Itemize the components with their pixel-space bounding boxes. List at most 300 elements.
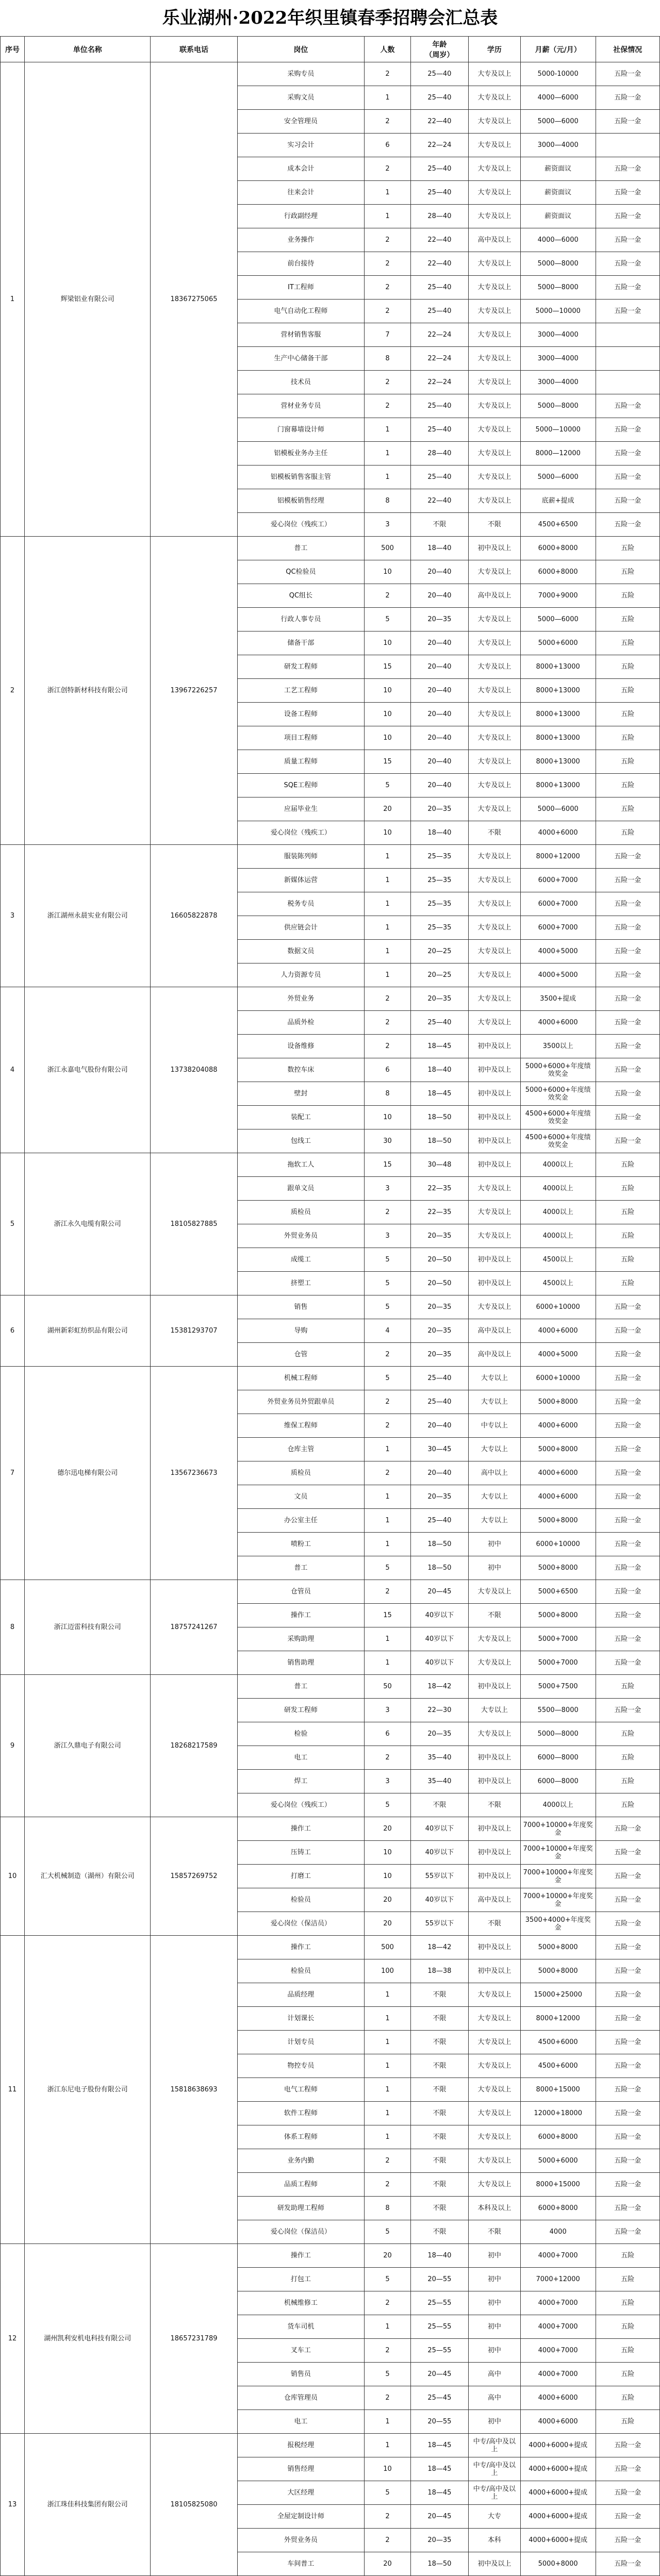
- cell-salary: 4000+6000+提成: [520, 2434, 596, 2457]
- cell-insurance: 五险一金: [596, 442, 659, 466]
- cell-post: 应届毕业生: [237, 797, 365, 821]
- cell-education: 大专及以上: [468, 2125, 520, 2149]
- cell-salary: 7000+9000: [520, 584, 596, 608]
- cell-education: 初中及以上: [468, 1865, 520, 1888]
- cell-insurance: 五险: [596, 2268, 659, 2291]
- cell-salary: 4000+7000: [520, 2363, 596, 2386]
- cell-count: 50: [365, 1675, 411, 1699]
- cell-insurance: 五险一金: [596, 1865, 659, 1888]
- cell-education: 大专及以上: [468, 205, 520, 228]
- cell-salary: 8000—12000: [520, 442, 596, 466]
- cell-insurance: 五险一金: [596, 963, 659, 987]
- cell-salary: 5000+7000: [520, 1651, 596, 1675]
- cell-age: 22—24: [410, 134, 468, 157]
- cell-insurance: 五险一金: [596, 2457, 659, 2481]
- cell-post: 实习会计: [237, 134, 365, 157]
- cell-post: 拖软工人: [237, 1153, 365, 1177]
- header-unit: 单位名称: [25, 37, 151, 62]
- cell-salary: 8000+13000: [520, 774, 596, 797]
- cell-insurance: 五险: [596, 2315, 659, 2339]
- company-phone: 18757241267: [151, 1580, 237, 1675]
- cell-count: 2: [365, 1035, 411, 1058]
- cell-salary: 4000+6000: [520, 1461, 596, 1485]
- company-phone: 13738204088: [151, 987, 237, 1153]
- cell-count: 4: [365, 1319, 411, 1343]
- cell-age: 22—40: [410, 489, 468, 513]
- cell-post: 外贸业务员: [237, 2529, 365, 2552]
- cell-salary: 8000+13000: [520, 726, 596, 750]
- cell-insurance: 五险一金: [596, 1580, 659, 1604]
- cell-post: 爱心岗位（残疾工）: [237, 513, 365, 537]
- cell-age: 不限: [410, 2031, 468, 2054]
- cell-age: 22—30: [410, 1699, 468, 1722]
- company-name: 汇大机械制造（湖州）有限公司: [25, 1817, 151, 1936]
- cell-post: 设备维修: [237, 1035, 365, 1058]
- cell-education: 不限: [468, 1912, 520, 1936]
- cell-age: 20—45: [410, 1580, 468, 1604]
- cell-insurance: [596, 347, 659, 371]
- cell-insurance: 五险一金: [596, 1035, 659, 1058]
- cell-age: 20—40: [410, 679, 468, 703]
- cell-education: 大专及以上: [468, 1177, 520, 1201]
- cell-age: 40岁以下: [410, 1817, 468, 1841]
- cell-count: 5: [365, 774, 411, 797]
- cell-education: 大专及以上: [468, 134, 520, 157]
- cell-count: 8: [365, 2197, 411, 2220]
- cell-insurance: 五险: [596, 703, 659, 726]
- cell-salary: 3000—4000: [520, 323, 596, 347]
- cell-post: 挤塑工: [237, 1272, 365, 1295]
- cell-age: 18—40: [410, 537, 468, 560]
- cell-insurance: 五险: [596, 608, 659, 631]
- cell-education: 大专及以上: [468, 394, 520, 418]
- cell-salary: 4000: [520, 2220, 596, 2244]
- cell-post: 铝模板业务办主任: [237, 442, 365, 466]
- cell-age: 不限: [410, 2197, 468, 2220]
- cell-salary: 12000+18000: [520, 2102, 596, 2125]
- company-phone: 18105825080: [151, 2434, 237, 2576]
- cell-salary: 5000—6000: [520, 797, 596, 821]
- cell-age: 20—40: [410, 774, 468, 797]
- cell-age: 18—45: [410, 2434, 468, 2457]
- cell-count: 5: [365, 2220, 411, 2244]
- cell-count: 10: [365, 821, 411, 845]
- cell-post: 爱心岗位（保洁员）: [237, 2220, 365, 2244]
- cell-education: 大专及以上: [468, 181, 520, 205]
- cell-insurance: 五险: [596, 1746, 659, 1770]
- cell-count: 10: [365, 560, 411, 584]
- cell-insurance: 五险一金: [596, 2125, 659, 2149]
- cell-education: 中专以上: [468, 1414, 520, 1438]
- cell-count: 8: [365, 489, 411, 513]
- cell-insurance: 五险: [596, 1675, 659, 1699]
- cell-insurance: 五险一金: [596, 1461, 659, 1485]
- cell-salary: 8000+13000: [520, 655, 596, 679]
- cell-salary: 4000+7000: [520, 2291, 596, 2315]
- table-row: [1, 2244, 660, 2268]
- cell-count: 1: [365, 869, 411, 892]
- cell-salary: 5000—8000: [520, 252, 596, 276]
- cell-insurance: 五险一金: [596, 869, 659, 892]
- cell-count: 2: [365, 1746, 411, 1770]
- cell-count: 1: [365, 2078, 411, 2102]
- cell-salary: 4000以上: [520, 1177, 596, 1201]
- cell-insurance: 五险一金: [596, 489, 659, 513]
- company-name: 浙江湖州永晨实业有限公司: [25, 845, 151, 987]
- cell-age: 25—40: [410, 86, 468, 110]
- cell-education: 大专及以上: [468, 987, 520, 1011]
- cell-salary: 3500+提成: [520, 987, 596, 1011]
- cell-count: 2: [365, 394, 411, 418]
- cell-insurance: 五险一金: [596, 1651, 659, 1675]
- cell-age: 18—45: [410, 2457, 468, 2481]
- cell-education: 大专及以上: [468, 466, 520, 489]
- cell-education: 大专及以上: [468, 608, 520, 631]
- cell-count: 1: [365, 1651, 411, 1675]
- cell-age: 35—40: [410, 1770, 468, 1793]
- cell-salary: 5000+6000+年度绩效奖金: [520, 1058, 596, 1082]
- cell-insurance: 五险一金: [596, 1533, 659, 1556]
- cell-education: 大专及以上: [468, 1201, 520, 1224]
- company-seq: 8: [1, 1580, 25, 1675]
- cell-count: 1: [365, 2434, 411, 2457]
- cell-count: 500: [365, 537, 411, 560]
- cell-count: 1: [365, 1983, 411, 2007]
- cell-insurance: 五险一金: [596, 1011, 659, 1035]
- cell-age: 20—35: [410, 1295, 468, 1319]
- cell-post: 爱心岗位（残疾工）: [237, 1793, 365, 1817]
- cell-count: 2: [365, 62, 411, 86]
- cell-education: 大专及以上: [468, 2078, 520, 2102]
- cell-education: 初中及以上: [468, 1082, 520, 1106]
- cell-salary: 4000以上: [520, 1224, 596, 1248]
- cell-insurance: 五险一金: [596, 2102, 659, 2125]
- cell-age: 18—42: [410, 1936, 468, 1959]
- cell-insurance: 五险一金: [596, 1912, 659, 1936]
- cell-salary: 7000+10000+年度奖金: [520, 1865, 596, 1888]
- cell-count: 2: [365, 110, 411, 134]
- cell-insurance: 五险一金: [596, 2007, 659, 2031]
- cell-count: 5: [365, 2268, 411, 2291]
- cell-age: 28—40: [410, 205, 468, 228]
- cell-count: 2: [365, 1343, 411, 1367]
- cell-education: 大专及以上: [468, 845, 520, 869]
- cell-insurance: 五险一金: [596, 300, 659, 323]
- cell-education: 大专以上: [468, 1509, 520, 1533]
- cell-salary: 4000+6000: [520, 821, 596, 845]
- cell-education: 高中及以上: [468, 1888, 520, 1912]
- cell-count: 10: [365, 703, 411, 726]
- cell-post: 生产中心储备干部: [237, 347, 365, 371]
- company-phone: 13967226257: [151, 537, 237, 845]
- cell-age: 22—35: [410, 1177, 468, 1201]
- cell-age: 25—40: [410, 300, 468, 323]
- cell-age: 25—40: [410, 466, 468, 489]
- header-count: 人数: [365, 37, 411, 62]
- cell-insurance: [596, 371, 659, 394]
- cell-post: SQE工程师: [237, 774, 365, 797]
- cell-count: 2: [365, 1461, 411, 1485]
- cell-salary: 3500以上: [520, 1035, 596, 1058]
- cell-salary: 5000—8000: [520, 394, 596, 418]
- cell-salary: 8000+13000: [520, 703, 596, 726]
- cell-insurance: 五险: [596, 750, 659, 774]
- header-seq: 序号: [1, 37, 25, 62]
- cell-post: 往来会计: [237, 181, 365, 205]
- company-seq: 13: [1, 2434, 25, 2576]
- cell-age: 20—25: [410, 940, 468, 963]
- cell-count: 3: [365, 1224, 411, 1248]
- cell-salary: 6000+8000: [520, 2197, 596, 2220]
- cell-salary: 4000+6000: [520, 1011, 596, 1035]
- cell-salary: 4500+6500: [520, 513, 596, 537]
- cell-salary: 5000—6000: [520, 608, 596, 631]
- cell-age: 20—25: [410, 963, 468, 987]
- cell-insurance: 五险一金: [596, 1106, 659, 1129]
- cell-age: 25—40: [410, 276, 468, 300]
- cell-count: 2: [365, 1201, 411, 1224]
- cell-post: IT工程师: [237, 276, 365, 300]
- cell-salary: 薪资面议: [520, 181, 596, 205]
- cell-post: 业务操作: [237, 228, 365, 252]
- company-seq: 2: [1, 537, 25, 845]
- cell-count: 1: [365, 1509, 411, 1533]
- cell-insurance: 五险一金: [596, 1343, 659, 1367]
- cell-age: 22—40: [410, 252, 468, 276]
- cell-education: 大专及以上: [468, 1983, 520, 2007]
- cell-education: 大专及以上: [468, 2031, 520, 2054]
- cell-salary: 4000+6000: [520, 2386, 596, 2410]
- cell-post: 业务内勤: [237, 2149, 365, 2173]
- cell-count: 15: [365, 1153, 411, 1177]
- cell-count: 3: [365, 1770, 411, 1793]
- cell-salary: 5000+8000: [520, 1438, 596, 1461]
- cell-post: 质检员: [237, 1461, 365, 1485]
- cell-salary: 4000+6000: [520, 1485, 596, 1509]
- cell-count: 1: [365, 963, 411, 987]
- cell-post: 销售: [237, 1295, 365, 1319]
- cell-education: 大专及以上: [468, 1627, 520, 1651]
- cell-insurance: 五险一金: [596, 2529, 659, 2552]
- cell-post: 储备干部: [237, 631, 365, 655]
- cell-age: 20—40: [410, 655, 468, 679]
- cell-count: 1: [365, 1627, 411, 1651]
- cell-post: 研发助理工程师: [237, 2197, 365, 2220]
- cell-education: 大专及以上: [468, 371, 520, 394]
- cell-education: 大专及以上: [468, 110, 520, 134]
- cell-count: 2: [365, 2529, 411, 2552]
- cell-age: 20—50: [410, 1272, 468, 1295]
- cell-post: 设备工程师: [237, 703, 365, 726]
- cell-salary: 5000+6500: [520, 1580, 596, 1604]
- header-phone: 联系电话: [151, 37, 237, 62]
- cell-count: 1: [365, 2315, 411, 2339]
- cell-education: 大专及以上: [468, 442, 520, 466]
- cell-age: 不限: [410, 2220, 468, 2244]
- cell-education: 中专/高中及以上: [468, 2481, 520, 2505]
- cell-insurance: 五险: [596, 1793, 659, 1817]
- cell-salary: 4000+6000+提成: [520, 2505, 596, 2529]
- cell-post: 打包工: [237, 2268, 365, 2291]
- cell-age: 不限: [410, 513, 468, 537]
- cell-education: 大专及以上: [468, 726, 520, 750]
- cell-age: 25—45: [410, 2386, 468, 2410]
- cell-age: 不限: [410, 1983, 468, 2007]
- company-phone: 16605822878: [151, 845, 237, 987]
- table-row: [1, 537, 660, 560]
- cell-salary: 3000—4000: [520, 134, 596, 157]
- cell-insurance: 五险一金: [596, 2505, 659, 2529]
- cell-post: 报税经理: [237, 2434, 365, 2457]
- cell-insurance: 五险: [596, 1272, 659, 1295]
- cell-age: 20—55: [410, 2410, 468, 2434]
- cell-salary: 5000+8000: [520, 1390, 596, 1414]
- cell-salary: 4500+6000: [520, 2031, 596, 2054]
- cell-post: 跟单文员: [237, 1177, 365, 1201]
- cell-insurance: 五险: [596, 797, 659, 821]
- cell-age: 18—42: [410, 1675, 468, 1699]
- cell-post: 维保工程师: [237, 1414, 365, 1438]
- cell-insurance: 五险一金: [596, 2173, 659, 2197]
- cell-post: 采购专员: [237, 62, 365, 86]
- cell-age: 40岁以下: [410, 1888, 468, 1912]
- cell-education: 初中: [468, 2315, 520, 2339]
- company-seq: 9: [1, 1675, 25, 1817]
- cell-age: 25—40: [410, 394, 468, 418]
- cell-education: 大专及以上: [468, 276, 520, 300]
- cell-count: 2: [365, 228, 411, 252]
- cell-education: 大专及以上: [468, 797, 520, 821]
- company-seq: 10: [1, 1817, 25, 1936]
- cell-post: 计划课长: [237, 2007, 365, 2031]
- cell-education: 大专及以上: [468, 1011, 520, 1035]
- cell-salary: 4000+6000: [520, 1414, 596, 1438]
- cell-education: 大专及以上: [468, 489, 520, 513]
- header-age: 年龄 （周岁）: [410, 37, 468, 62]
- cell-salary: 5500—8000: [520, 1699, 596, 1722]
- cell-insurance: 五险: [596, 1153, 659, 1177]
- cell-count: 1: [365, 418, 411, 442]
- cell-count: 1: [365, 845, 411, 869]
- cell-count: 10: [365, 2457, 411, 2481]
- cell-post: 成本会计: [237, 157, 365, 181]
- cell-insurance: [596, 323, 659, 347]
- cell-education: 不限: [468, 821, 520, 845]
- cell-insurance: 五险一金: [596, 466, 659, 489]
- cell-salary: 7000+10000+年度奖金: [520, 1817, 596, 1841]
- cell-post: 电工: [237, 1746, 365, 1770]
- cell-age: 20—40: [410, 750, 468, 774]
- cell-salary: 5000—8000: [520, 276, 596, 300]
- cell-age: 25—55: [410, 2315, 468, 2339]
- cell-count: 15: [365, 750, 411, 774]
- cell-post: 铝模板销售客服主管: [237, 466, 365, 489]
- cell-salary: 4000+5000: [520, 940, 596, 963]
- cell-education: 大专及以上: [468, 1580, 520, 1604]
- cell-count: 20: [365, 1912, 411, 1936]
- cell-salary: 5000+8000: [520, 1604, 596, 1627]
- cell-salary: 4000+7000: [520, 2315, 596, 2339]
- cell-post: 车间普工: [237, 2552, 365, 2576]
- cell-salary: 薪资面议: [520, 157, 596, 181]
- cell-education: 初中: [468, 1556, 520, 1580]
- cell-insurance: 五险: [596, 1201, 659, 1224]
- cell-education: 不限: [468, 2220, 520, 2244]
- cell-age: 18—40: [410, 2244, 468, 2268]
- cell-salary: 4000+7000: [520, 2339, 596, 2363]
- cell-insurance: 五险一金: [596, 1983, 659, 2007]
- company-seq: 1: [1, 62, 25, 537]
- cell-age: 20—35: [410, 1343, 468, 1367]
- cell-salary: 4500+6000+年度绩效奖金: [520, 1129, 596, 1153]
- cell-post: 质检员: [237, 1201, 365, 1224]
- cell-salary: 8000+15000: [520, 2173, 596, 2197]
- table-row: [1, 1675, 660, 1699]
- cell-insurance: 五险一金: [596, 987, 659, 1011]
- company-name: 辉梁铝业有限公司: [25, 62, 151, 537]
- cell-salary: 5000—10000: [520, 418, 596, 442]
- cell-insurance: 五险: [596, 679, 659, 703]
- cell-post: 成缆工: [237, 1248, 365, 1272]
- cell-post: 操作工: [237, 2244, 365, 2268]
- cell-insurance: 五险: [596, 584, 659, 608]
- company-seq: 3: [1, 845, 25, 987]
- cell-education: 大专及以上: [468, 703, 520, 726]
- cell-post: 检验: [237, 1722, 365, 1746]
- cell-salary: 4000+6000+提成: [520, 2481, 596, 2505]
- cell-insurance: 五险一金: [596, 394, 659, 418]
- cell-age: 20—40: [410, 631, 468, 655]
- cell-education: 初中及以上: [468, 1153, 520, 1177]
- cell-count: 10: [365, 631, 411, 655]
- cell-insurance: 五险一金: [596, 916, 659, 940]
- cell-count: 2: [365, 2173, 411, 2197]
- company-name: 浙江迈雷科技有限公司: [25, 1580, 151, 1675]
- cell-age: 22—40: [410, 110, 468, 134]
- cell-count: 20: [365, 797, 411, 821]
- cell-count: 5: [365, 1556, 411, 1580]
- cell-education: 大专及以上: [468, 1651, 520, 1675]
- cell-education: 大专及以上: [468, 631, 520, 655]
- cell-count: 5: [365, 2363, 411, 2386]
- table-row: [1, 1153, 660, 1177]
- cell-post: 工艺工程师: [237, 679, 365, 703]
- cell-education: 大专及以上: [468, 560, 520, 584]
- cell-insurance: 五险一金: [596, 1129, 659, 1153]
- cell-post: 爱心岗位（保洁员）: [237, 1912, 365, 1936]
- cell-age: 40岁以下: [410, 1604, 468, 1627]
- cell-insurance: 五险: [596, 1248, 659, 1272]
- cell-insurance: 五险: [596, 2339, 659, 2363]
- cell-salary: 8000+13000: [520, 679, 596, 703]
- cell-age: 22—24: [410, 347, 468, 371]
- company-phone: 15857269752: [151, 1817, 237, 1936]
- cell-insurance: 五险一金: [596, 1841, 659, 1865]
- cell-education: 初中及以上: [468, 1058, 520, 1082]
- cell-count: 3: [365, 513, 411, 537]
- cell-education: 大专及以上: [468, 679, 520, 703]
- cell-salary: 6000+10000: [520, 1533, 596, 1556]
- cell-age: 不限: [410, 2125, 468, 2149]
- cell-post: 销售经理: [237, 2457, 365, 2481]
- cell-post: 供应链会计: [237, 916, 365, 940]
- cell-post: 采购文员: [237, 86, 365, 110]
- cell-insurance: 五险一金: [596, 1485, 659, 1509]
- cell-education: 大专及以上: [468, 347, 520, 371]
- cell-count: 7: [365, 323, 411, 347]
- company-phone: 18657231789: [151, 2244, 237, 2434]
- cell-salary: 4500+6000+年度绩效奖金: [520, 1106, 596, 1129]
